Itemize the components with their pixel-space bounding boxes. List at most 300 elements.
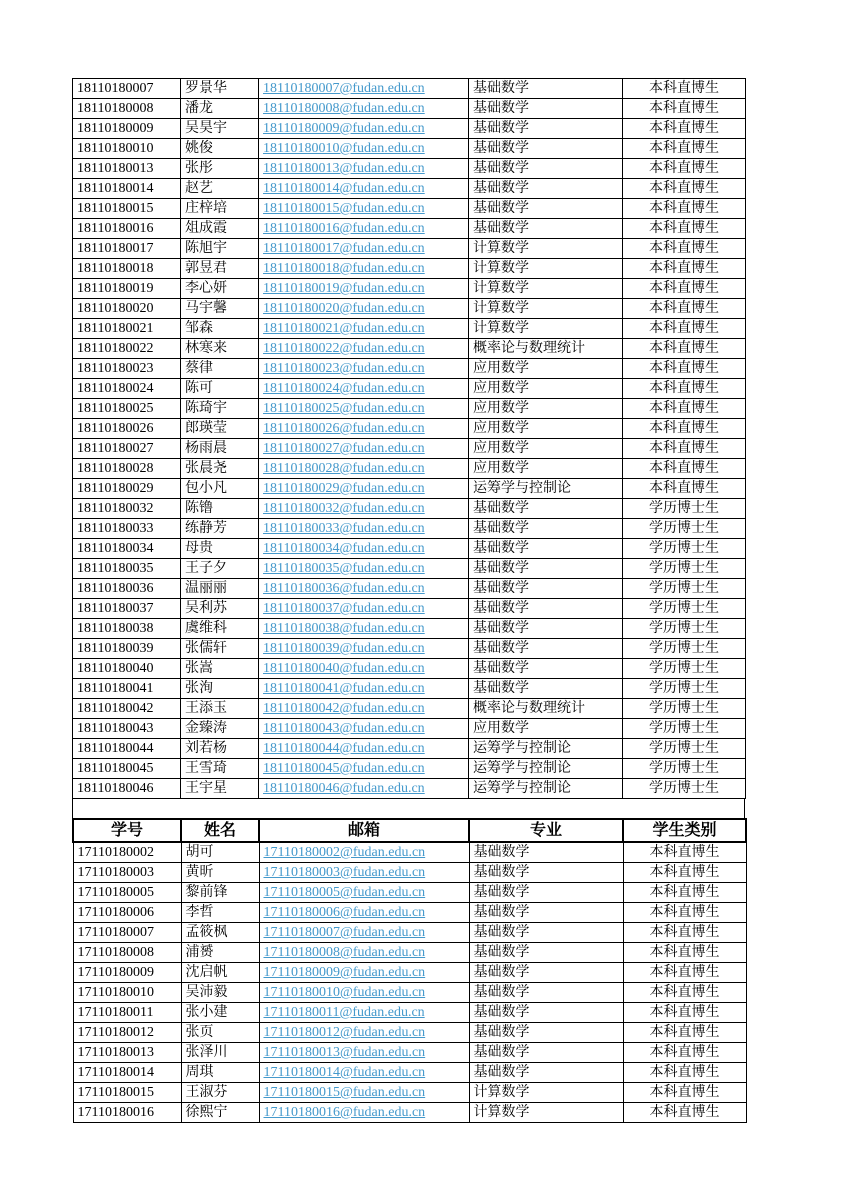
student-name-cell: 王宇星 bbox=[181, 779, 259, 799]
table-row bbox=[73, 379, 746, 399]
email-link[interactable]: 18110180043@fudan.edu.cn bbox=[263, 721, 425, 736]
table-row bbox=[73, 339, 746, 359]
student-id-cell: 17110180007 bbox=[73, 923, 181, 943]
student-name-cell: 黄昕 bbox=[181, 863, 259, 883]
table-gap bbox=[72, 799, 745, 818]
header-row bbox=[73, 819, 746, 842]
email-link[interactable]: 18110180022@fudan.edu.cn bbox=[263, 341, 425, 356]
major-cell: 基础数学 bbox=[469, 119, 623, 139]
student-name-cell: 张儒轩 bbox=[181, 639, 259, 659]
student-id-cell: 18110180017 bbox=[73, 239, 181, 259]
major-cell: 运筹学与控制论 bbox=[469, 779, 623, 799]
student-id-cell: 17110180015 bbox=[73, 1083, 181, 1103]
email-cell bbox=[259, 79, 469, 99]
major-cell: 基础数学 bbox=[469, 619, 623, 639]
email-cell bbox=[259, 679, 469, 699]
student-type-cell: 本科直博生 bbox=[623, 239, 746, 259]
student-id-cell: 18110180014 bbox=[73, 179, 181, 199]
student-id-cell: 18110180041 bbox=[73, 679, 181, 699]
email-cell bbox=[259, 439, 469, 459]
major-cell: 基础数学 bbox=[469, 842, 623, 863]
email-link[interactable]: 18110180028@fudan.edu.cn bbox=[263, 461, 425, 476]
email-link[interactable]: 18110180009@fudan.edu.cn bbox=[263, 121, 425, 136]
major-cell: 基础数学 bbox=[469, 579, 623, 599]
email-cell bbox=[259, 199, 469, 219]
email-link[interactable]: 18110180046@fudan.edu.cn bbox=[263, 781, 425, 796]
table-row bbox=[73, 79, 746, 99]
student-type-cell: 本科直博生 bbox=[623, 479, 746, 499]
table-row bbox=[73, 863, 746, 883]
student-type-cell: 本科直博生 bbox=[623, 842, 746, 863]
email-link[interactable]: 18110180034@fudan.edu.cn bbox=[263, 541, 425, 556]
student-type-cell: 本科直博生 bbox=[623, 1083, 746, 1103]
student-id-cell: 18110180029 bbox=[73, 479, 181, 499]
email-link[interactable]: 17110180013@fudan.edu.cn bbox=[263, 1045, 426, 1060]
student-name-cell: 包小凡 bbox=[181, 479, 259, 499]
major-cell: 计算数学 bbox=[469, 1083, 623, 1103]
email-link[interactable]: 18110180019@fudan.edu.cn bbox=[263, 281, 425, 296]
email-cell bbox=[259, 279, 469, 299]
student-id-cell: 18110180045 bbox=[73, 759, 181, 779]
student-id-cell: 18110180039 bbox=[73, 639, 181, 659]
email-cell bbox=[259, 639, 469, 659]
student-id-cell: 18110180028 bbox=[73, 459, 181, 479]
student-type-cell: 本科直博生 bbox=[623, 459, 746, 479]
email-link[interactable]: 18110180039@fudan.edu.cn bbox=[263, 641, 425, 656]
student-type-cell: 本科直博生 bbox=[623, 359, 746, 379]
table-row bbox=[73, 779, 746, 799]
student-name-cell: 张晨尧 bbox=[181, 459, 259, 479]
student-name-cell: 张泽川 bbox=[181, 1043, 259, 1063]
student-type-cell: 学历博士生 bbox=[623, 519, 746, 539]
email-cell bbox=[259, 99, 469, 119]
email-cell bbox=[259, 699, 469, 719]
student-type-cell: 本科直博生 bbox=[623, 219, 746, 239]
student-name-cell: 王子夕 bbox=[181, 559, 259, 579]
major-cell: 基础数学 bbox=[469, 79, 623, 99]
email-cell bbox=[259, 883, 469, 903]
table-row bbox=[73, 459, 746, 479]
email-cell bbox=[259, 659, 469, 679]
email-link[interactable]: 18110180041@fudan.edu.cn bbox=[263, 681, 425, 696]
major-cell: 运筹学与控制论 bbox=[469, 479, 623, 499]
student-id-cell: 18110180015 bbox=[73, 199, 181, 219]
major-cell: 基础数学 bbox=[469, 539, 623, 559]
email-link[interactable]: 18110180042@fudan.edu.cn bbox=[263, 701, 425, 716]
email-cell bbox=[259, 399, 469, 419]
major-cell: 基础数学 bbox=[469, 1003, 623, 1023]
student-id-cell: 18110180037 bbox=[73, 599, 181, 619]
email-link[interactable]: 18110180032@fudan.edu.cn bbox=[263, 501, 425, 516]
student-type-cell: 学历博士生 bbox=[623, 759, 746, 779]
table-row bbox=[73, 659, 746, 679]
email-link[interactable]: 17110180006@fudan.edu.cn bbox=[263, 905, 426, 920]
student-name-cell: 庄梓培 bbox=[181, 199, 259, 219]
student-name-cell: 沈启帆 bbox=[181, 963, 259, 983]
email-cell bbox=[259, 923, 469, 943]
student-id-cell: 18110180038 bbox=[73, 619, 181, 639]
student-id-cell: 18110180034 bbox=[73, 539, 181, 559]
table-row bbox=[73, 1083, 746, 1103]
student-name-cell: 胡可 bbox=[181, 842, 259, 863]
student-type-cell: 本科直博生 bbox=[623, 863, 746, 883]
major-cell: 应用数学 bbox=[469, 419, 623, 439]
student-name-cell: 黎前锋 bbox=[181, 883, 259, 903]
email-link[interactable]: 18110180016@fudan.edu.cn bbox=[263, 221, 425, 236]
table-row bbox=[73, 903, 746, 923]
student-type-cell: 本科直博生 bbox=[623, 339, 746, 359]
email-cell bbox=[259, 139, 469, 159]
email-link[interactable]: 18110180036@fudan.edu.cn bbox=[263, 581, 425, 596]
student-type-cell: 学历博士生 bbox=[623, 679, 746, 699]
email-link[interactable]: 18110180023@fudan.edu.cn bbox=[263, 361, 425, 376]
major-cell: 计算数学 bbox=[469, 259, 623, 279]
email-cell bbox=[259, 983, 469, 1003]
student-type-cell: 本科直博生 bbox=[623, 943, 746, 963]
major-cell: 计算数学 bbox=[469, 319, 623, 339]
student-name-cell: 王雪琦 bbox=[181, 759, 259, 779]
email-link[interactable]: 18110180017@fudan.edu.cn bbox=[263, 241, 425, 256]
student-name-cell: 俎成霞 bbox=[181, 219, 259, 239]
email-link[interactable]: 17110180009@fudan.edu.cn bbox=[263, 965, 426, 980]
email-cell bbox=[259, 863, 469, 883]
column-header-student-type: 学生类别 bbox=[623, 819, 746, 842]
major-cell: 基础数学 bbox=[469, 983, 623, 1003]
email-link[interactable]: 17110180012@fudan.edu.cn bbox=[263, 1025, 426, 1040]
column-header-name: 姓名 bbox=[181, 819, 259, 842]
email-link[interactable]: 17110180016@fudan.edu.cn bbox=[263, 1105, 426, 1120]
student-id-cell: 18110180013 bbox=[73, 159, 181, 179]
roster-table-section-2 bbox=[72, 818, 747, 1123]
email-cell bbox=[259, 339, 469, 359]
student-name-cell: 徐熙宁 bbox=[181, 1103, 259, 1123]
email-link[interactable]: 18110180014@fudan.edu.cn bbox=[263, 181, 425, 196]
student-name-cell: 虞维科 bbox=[181, 619, 259, 639]
email-link[interactable]: 17110180014@fudan.edu.cn bbox=[263, 1065, 426, 1080]
email-cell bbox=[259, 579, 469, 599]
major-cell: 基础数学 bbox=[469, 639, 623, 659]
student-type-cell: 学历博士生 bbox=[623, 499, 746, 519]
student-name-cell: 陈旭宇 bbox=[181, 239, 259, 259]
student-id-cell: 17110180006 bbox=[73, 903, 181, 923]
student-id-cell: 18110180040 bbox=[73, 659, 181, 679]
student-name-cell: 刘若杨 bbox=[181, 739, 259, 759]
student-name-cell: 练静芳 bbox=[181, 519, 259, 539]
student-id-cell: 18110180032 bbox=[73, 499, 181, 519]
email-cell bbox=[259, 943, 469, 963]
student-name-cell: 郎瑛莹 bbox=[181, 419, 259, 439]
email-link[interactable]: 17110180003@fudan.edu.cn bbox=[263, 865, 426, 880]
student-id-cell: 18110180007 bbox=[73, 79, 181, 99]
table-row bbox=[73, 759, 746, 779]
email-link[interactable]: 18110180025@fudan.edu.cn bbox=[263, 401, 425, 416]
table-row bbox=[73, 579, 746, 599]
email-cell bbox=[259, 239, 469, 259]
student-id-cell: 17110180003 bbox=[73, 863, 181, 883]
student-id-cell: 17110180009 bbox=[73, 963, 181, 983]
major-cell: 基础数学 bbox=[469, 659, 623, 679]
table-row bbox=[73, 299, 746, 319]
student-name-cell: 张洵 bbox=[181, 679, 259, 699]
student-name-cell: 罗景华 bbox=[181, 79, 259, 99]
email-cell bbox=[259, 559, 469, 579]
major-cell: 概率论与数理统计 bbox=[469, 699, 623, 719]
table-row bbox=[73, 399, 746, 419]
student-type-cell: 本科直博生 bbox=[623, 1023, 746, 1043]
email-cell bbox=[259, 842, 469, 863]
table-row bbox=[73, 619, 746, 639]
student-id-cell: 17110180011 bbox=[73, 1003, 181, 1023]
student-type-cell: 学历博士生 bbox=[623, 639, 746, 659]
major-cell: 应用数学 bbox=[469, 379, 623, 399]
email-cell bbox=[259, 179, 469, 199]
student-id-cell: 18110180024 bbox=[73, 379, 181, 399]
student-id-cell: 17110180013 bbox=[73, 1043, 181, 1063]
student-type-cell: 本科直博生 bbox=[623, 159, 746, 179]
student-type-cell: 学历博士生 bbox=[623, 559, 746, 579]
table-row bbox=[73, 99, 746, 119]
email-link[interactable]: 18110180027@fudan.edu.cn bbox=[263, 441, 425, 456]
email-link[interactable]: 18110180029@fudan.edu.cn bbox=[263, 481, 425, 496]
student-name-cell: 金臻涛 bbox=[181, 719, 259, 739]
student-name-cell: 王淑芬 bbox=[181, 1083, 259, 1103]
email-cell bbox=[259, 419, 469, 439]
major-cell: 基础数学 bbox=[469, 883, 623, 903]
student-name-cell: 张彤 bbox=[181, 159, 259, 179]
email-link[interactable]: 18110180015@fudan.edu.cn bbox=[263, 201, 425, 216]
student-type-cell: 本科直博生 bbox=[623, 983, 746, 1003]
student-id-cell: 18110180025 bbox=[73, 399, 181, 419]
student-type-cell: 学历博士生 bbox=[623, 579, 746, 599]
email-link[interactable]: 17110180015@fudan.edu.cn bbox=[263, 1085, 426, 1100]
student-name-cell: 李心妍 bbox=[181, 279, 259, 299]
student-type-cell: 本科直博生 bbox=[623, 179, 746, 199]
student-id-cell: 18110180022 bbox=[73, 339, 181, 359]
email-link[interactable]: 18110180037@fudan.edu.cn bbox=[263, 601, 425, 616]
student-type-cell: 本科直博生 bbox=[623, 399, 746, 419]
student-name-cell: 母贵 bbox=[181, 539, 259, 559]
student-id-cell: 18110180035 bbox=[73, 559, 181, 579]
table-row bbox=[73, 842, 746, 863]
student-type-cell: 本科直博生 bbox=[623, 379, 746, 399]
email-link[interactable]: 17110180008@fudan.edu.cn bbox=[263, 945, 426, 960]
email-link[interactable]: 18110180024@fudan.edu.cn bbox=[263, 381, 425, 396]
student-name-cell: 邹森 bbox=[181, 319, 259, 339]
column-header-email: 邮箱 bbox=[259, 819, 469, 842]
major-cell: 基础数学 bbox=[469, 139, 623, 159]
table-row bbox=[73, 943, 746, 963]
email-link[interactable]: 17110180007@fudan.edu.cn bbox=[263, 925, 426, 940]
email-link[interactable]: 18110180018@fudan.edu.cn bbox=[263, 261, 425, 276]
table-row bbox=[73, 983, 746, 1003]
email-link[interactable]: 17110180011@fudan.edu.cn bbox=[263, 1005, 425, 1020]
email-link[interactable]: 18110180045@fudan.edu.cn bbox=[263, 761, 425, 776]
student-type-cell: 本科直博生 bbox=[623, 923, 746, 943]
email-link[interactable]: 18110180021@fudan.edu.cn bbox=[263, 321, 425, 336]
student-name-cell: 吴利苏 bbox=[181, 599, 259, 619]
student-id-cell: 18110180043 bbox=[73, 719, 181, 739]
roster-table-section-1 bbox=[72, 78, 746, 799]
major-cell: 应用数学 bbox=[469, 719, 623, 739]
major-cell: 运筹学与控制论 bbox=[469, 759, 623, 779]
email-cell bbox=[259, 1103, 469, 1123]
email-cell bbox=[259, 779, 469, 799]
major-cell: 计算数学 bbox=[469, 1103, 623, 1123]
email-cell bbox=[259, 299, 469, 319]
table-row bbox=[73, 923, 746, 943]
student-id-cell: 17110180005 bbox=[73, 883, 181, 903]
email-cell bbox=[259, 319, 469, 339]
student-name-cell: 杨雨晨 bbox=[181, 439, 259, 459]
table-row bbox=[73, 359, 746, 379]
student-name-cell: 马宇馨 bbox=[181, 299, 259, 319]
student-id-cell: 18110180010 bbox=[73, 139, 181, 159]
major-cell: 基础数学 bbox=[469, 499, 623, 519]
student-name-cell: 张页 bbox=[181, 1023, 259, 1043]
major-cell: 基础数学 bbox=[469, 199, 623, 219]
major-cell: 计算数学 bbox=[469, 239, 623, 259]
major-cell: 概率论与数理统计 bbox=[469, 339, 623, 359]
table-row bbox=[73, 1063, 746, 1083]
table-row bbox=[73, 883, 746, 903]
student-type-cell: 学历博士生 bbox=[623, 779, 746, 799]
email-link[interactable]: 18110180010@fudan.edu.cn bbox=[263, 141, 425, 156]
column-header-major: 专业 bbox=[469, 819, 623, 842]
student-name-cell: 浦赟 bbox=[181, 943, 259, 963]
student-type-cell: 本科直博生 bbox=[623, 319, 746, 339]
student-type-cell: 本科直博生 bbox=[623, 139, 746, 159]
email-cell bbox=[259, 719, 469, 739]
student-id-cell: 18110180046 bbox=[73, 779, 181, 799]
major-cell: 应用数学 bbox=[469, 359, 623, 379]
email-cell bbox=[259, 903, 469, 923]
student-type-cell: 本科直博生 bbox=[623, 279, 746, 299]
email-cell bbox=[259, 539, 469, 559]
email-link[interactable]: 18110180040@fudan.edu.cn bbox=[263, 661, 425, 676]
student-type-cell: 本科直博生 bbox=[623, 259, 746, 279]
major-cell: 应用数学 bbox=[469, 399, 623, 419]
table-row bbox=[73, 119, 746, 139]
email-cell bbox=[259, 459, 469, 479]
email-cell bbox=[259, 1063, 469, 1083]
student-type-cell: 学历博士生 bbox=[623, 739, 746, 759]
student-id-cell: 17110180014 bbox=[73, 1063, 181, 1083]
student-name-cell: 王添玉 bbox=[181, 699, 259, 719]
student-type-cell: 学历博士生 bbox=[623, 619, 746, 639]
student-id-cell: 17110180008 bbox=[73, 943, 181, 963]
email-cell bbox=[259, 1023, 469, 1043]
student-type-cell: 本科直博生 bbox=[623, 1043, 746, 1063]
student-name-cell: 陈琦宇 bbox=[181, 399, 259, 419]
student-id-cell: 18110180009 bbox=[73, 119, 181, 139]
email-cell bbox=[259, 1003, 469, 1023]
student-type-cell: 本科直博生 bbox=[623, 79, 746, 99]
student-id-cell: 18110180036 bbox=[73, 579, 181, 599]
student-id-cell: 18110180033 bbox=[73, 519, 181, 539]
email-link[interactable]: 18110180033@fudan.edu.cn bbox=[263, 521, 425, 536]
email-cell bbox=[259, 379, 469, 399]
student-name-cell: 周琪 bbox=[181, 1063, 259, 1083]
email-link[interactable]: 17110180002@fudan.edu.cn bbox=[263, 845, 426, 860]
email-link[interactable]: 18110180013@fudan.edu.cn bbox=[263, 161, 425, 176]
student-name-cell: 陈可 bbox=[181, 379, 259, 399]
table-row bbox=[73, 739, 746, 759]
student-type-cell: 本科直博生 bbox=[623, 1103, 746, 1123]
email-cell bbox=[259, 759, 469, 779]
major-cell: 基础数学 bbox=[469, 1043, 623, 1063]
student-id-cell: 18110180008 bbox=[73, 99, 181, 119]
major-cell: 运筹学与控制论 bbox=[469, 739, 623, 759]
table-row bbox=[73, 279, 746, 299]
student-type-cell: 本科直博生 bbox=[623, 439, 746, 459]
student-type-cell: 本科直博生 bbox=[623, 199, 746, 219]
email-cell bbox=[259, 519, 469, 539]
email-cell bbox=[259, 359, 469, 379]
student-name-cell: 潘龙 bbox=[181, 99, 259, 119]
email-cell bbox=[259, 119, 469, 139]
major-cell: 基础数学 bbox=[469, 923, 623, 943]
column-header-student-id: 学号 bbox=[73, 819, 181, 842]
major-cell: 计算数学 bbox=[469, 279, 623, 299]
student-id-cell: 17110180012 bbox=[73, 1023, 181, 1043]
major-cell: 基础数学 bbox=[469, 159, 623, 179]
table-row bbox=[73, 159, 746, 179]
student-id-cell: 18110180042 bbox=[73, 699, 181, 719]
student-id-cell: 18110180018 bbox=[73, 259, 181, 279]
student-type-cell: 本科直博生 bbox=[623, 299, 746, 319]
email-link[interactable]: 17110180010@fudan.edu.cn bbox=[263, 985, 426, 1000]
table-row bbox=[73, 259, 746, 279]
email-cell bbox=[259, 159, 469, 179]
major-cell: 基础数学 bbox=[469, 903, 623, 923]
email-link[interactable]: 18110180035@fudan.edu.cn bbox=[263, 561, 425, 576]
email-cell bbox=[259, 739, 469, 759]
email-link[interactable]: 18110180008@fudan.edu.cn bbox=[263, 101, 425, 116]
table-row bbox=[73, 499, 746, 519]
student-roster-sheet bbox=[72, 78, 745, 1123]
email-link[interactable]: 18110180038@fudan.edu.cn bbox=[263, 621, 425, 636]
student-name-cell: 赵艺 bbox=[181, 179, 259, 199]
email-link[interactable]: 18110180026@fudan.edu.cn bbox=[263, 421, 425, 436]
student-name-cell: 孟筱枫 bbox=[181, 923, 259, 943]
student-name-cell: 林寒来 bbox=[181, 339, 259, 359]
table-row bbox=[73, 179, 746, 199]
major-cell: 基础数学 bbox=[469, 599, 623, 619]
student-name-cell: 吴沛毅 bbox=[181, 983, 259, 1003]
student-name-cell: 郭昱君 bbox=[181, 259, 259, 279]
email-cell bbox=[259, 963, 469, 983]
student-name-cell: 蔡律 bbox=[181, 359, 259, 379]
student-type-cell: 学历博士生 bbox=[623, 699, 746, 719]
student-name-cell: 陈镥 bbox=[181, 499, 259, 519]
student-type-cell: 学历博士生 bbox=[623, 719, 746, 739]
student-type-cell: 本科直博生 bbox=[623, 1003, 746, 1023]
email-link[interactable]: 18110180044@fudan.edu.cn bbox=[263, 741, 425, 756]
student-type-cell: 学历博士生 bbox=[623, 539, 746, 559]
student-type-cell: 本科直博生 bbox=[623, 1063, 746, 1083]
student-id-cell: 18110180023 bbox=[73, 359, 181, 379]
email-link[interactable]: 18110180007@fudan.edu.cn bbox=[263, 81, 425, 96]
table-row bbox=[73, 719, 746, 739]
email-link[interactable]: 17110180005@fudan.edu.cn bbox=[263, 885, 426, 900]
table-row bbox=[73, 639, 746, 659]
major-cell: 基础数学 bbox=[469, 179, 623, 199]
table-row bbox=[73, 439, 746, 459]
email-cell bbox=[259, 499, 469, 519]
major-cell: 基础数学 bbox=[469, 1063, 623, 1083]
email-link[interactable]: 18110180020@fudan.edu.cn bbox=[263, 301, 425, 316]
table-row bbox=[73, 199, 746, 219]
